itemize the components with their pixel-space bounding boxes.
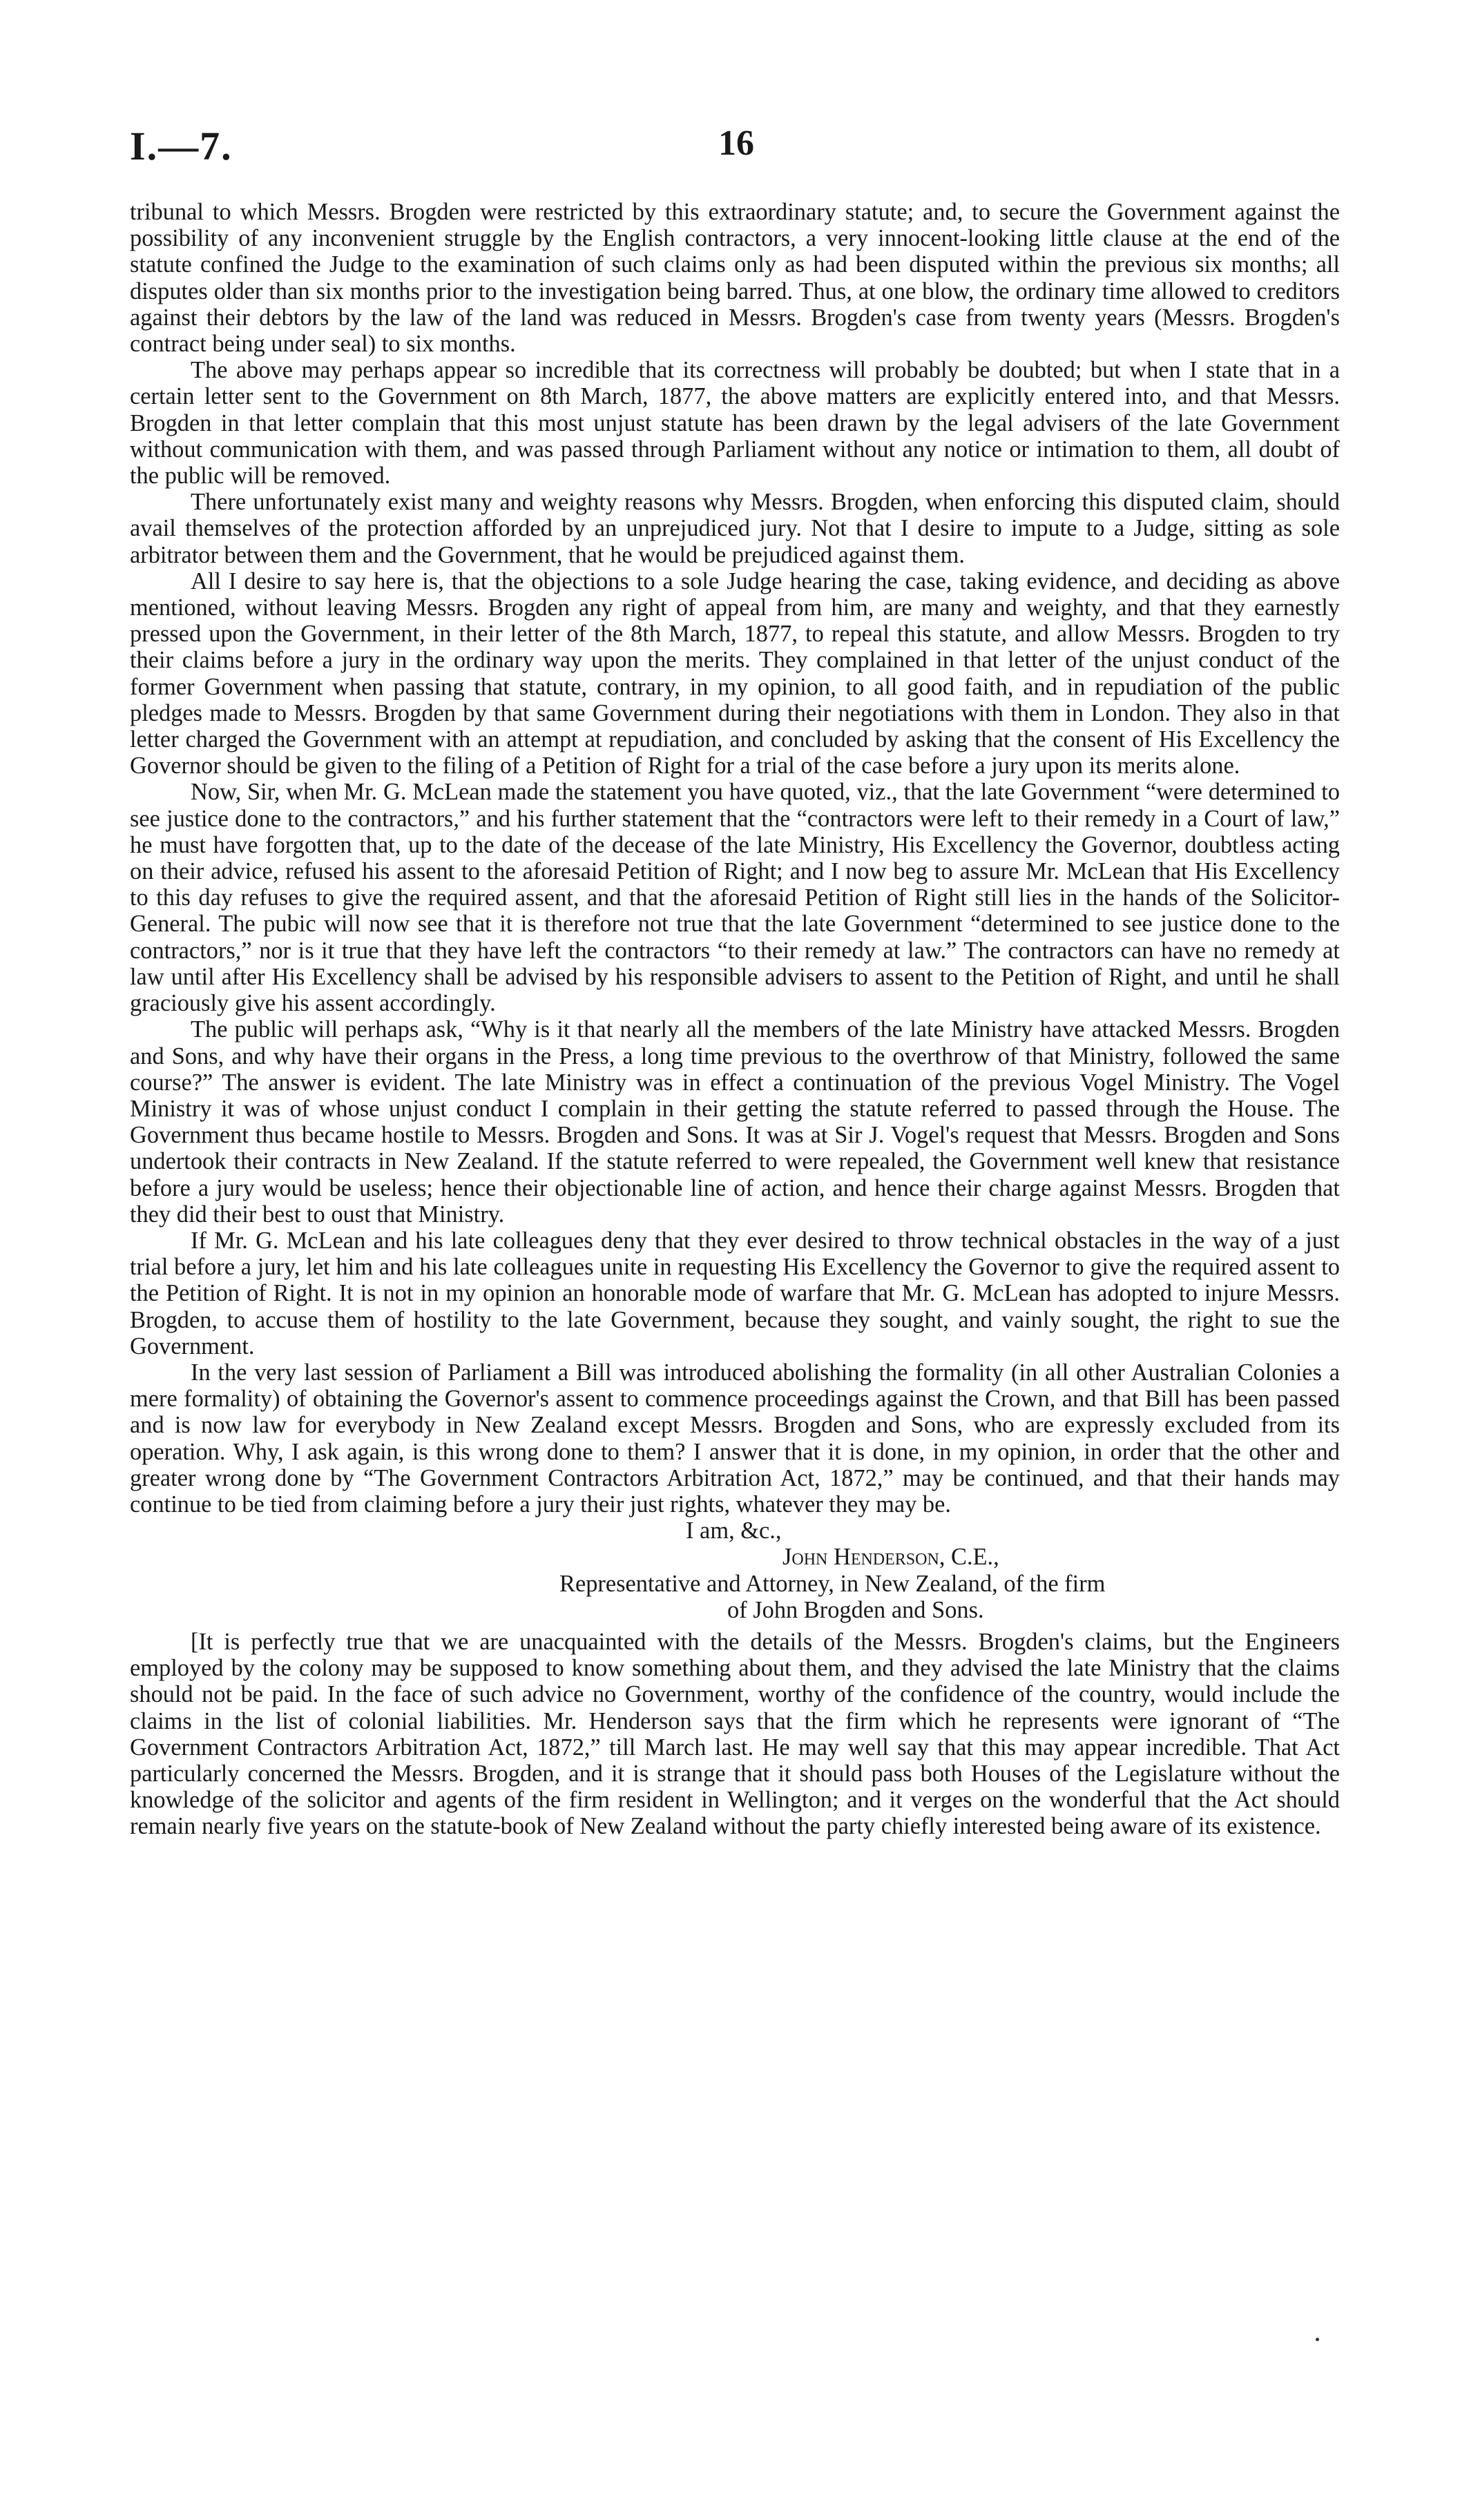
print-speck xyxy=(1316,2338,1319,2341)
letter-closing: I am, &c., xyxy=(686,1518,782,1544)
paragraph-2: The above may perhaps appear so incredible that its correctness will probably be doubted; but when I state that in a certain letter sent to the Government on 8th March, 1877, the above matters are explicitly entered into, and that Messrs. Brogden in that letter complain that this most unjust statute has been drawn by the legal advisers of the late Government without communication with them, and was passed through Parliament without any notice or intimation to them, all doubt of the public will be removed. xyxy=(130,357,1340,490)
page-number: 16 xyxy=(718,124,754,163)
paragraph-3: There unfortunately exist many and weighty reasons why Messrs. Brogden, when enforcing this disputed claim, should avail themselves of the protection afforded by an unprejudiced jury. Not that I desire to impute to a Judge, sitting as sole arbitrator between them and the Government, that he would be prejudiced against them. xyxy=(130,489,1340,568)
signer-name: John Henderson, C.E., xyxy=(782,1544,999,1571)
page-reference: I.—7. xyxy=(130,124,233,168)
paragraph-5: Now, Sir, when Mr. G. McLean made the statement you have quoted, viz., that the late Government “were determined to see justice done to the contractors,” and his further statement that the “contractors were left to their remedy in a Court of law,” he must have forgotten that, up to the date of the decease of the late Ministry, His Excellency the Governor, doubtless acting on their advice, refused his assent to the aforesaid Petition of Right; and I now beg to assure Mr. McLean that His Excellency to this day refuses to give the required assent, and that the aforesaid Petition of Right still lies in the hands of the Solicitor-General. The pubic will now see that it is therefore not true that the late Government “determined to see justice done to the contractors,” nor is it true that they have left the contractors “to their remedy at law.” The contractors can have no remedy at law until after His Excellency shall be advised by his responsible advisers to assent to the Petition of Right, and until he shall graciously give his assent accordingly. xyxy=(130,779,1340,1017)
signer-role-line-1: Representative and Attorney, in New Zealand, of the firm xyxy=(559,1570,1106,1597)
paragraph-4: All I desire to say here is, that the objections to a sole Judge hearing the case, taking evidence, and deciding as above mentioned, without leaving Messrs. Brogden any right of appeal from him, are many and weighty, and that they earnestly pressed upon the Government, in their letter of the 8th March, 1877, to repeal this statute, and allow Messrs. Brogden to try their claims before a jury in the ordinary way upon the merits. They complained in that letter of the unjust conduct of the former Government when passing that statute, contrary, in my opinion, to all good faith, and in repudiation of the public pledges made to Messrs. Brogden by that same Government during their negotiations with them in London. They also in that letter charged the Government with an attempt at repudiation, and concluded by asking that the consent of His Excellency the Governor should be given to the filing of a Petition of Right for a trial of the case before a jury upon its merits alone. xyxy=(130,568,1340,779)
page-header xyxy=(0,123,1460,171)
paragraph-6: The public will perhaps ask, “Why is it that nearly all the members of the late Ministry have attacked Messrs. Brogden and Sons, and why have their organs in the Press, a long time previous to the overthrow of that Ministry, followed the same course?” The answer is evident. The late Ministry was in effect a continuation of the previous Vogel Ministry. The Vogel Ministry it was of whose unjust conduct I complain in their getting the statute referred to passed through the House. The Government thus became hostile to Messrs. Brogden and Sons. It was at Sir J. Vogel's request that Messrs. Brogden and Sons undertook their contracts in New Zealand. If the statute referred to were repealed, the Government well knew that resistance before a jury would be useless; hence their objectionable line of action, and hence their charge against Messrs. Brogden that they did their best to oust that Ministry. xyxy=(130,1016,1340,1228)
signer-role-line-2: of John Brogden and Sons. xyxy=(727,1596,984,1623)
editorial-note: [It is perfectly true that we are unacquainted with the details of the Messrs. Brogden's claims, but the Engineers employed by the colony may be supposed to know something about them, and they advised the late Ministry that the claims should not be paid. In the face of such advice no Government, worthy of the confidence of the country, would include the claims in the list of colonial liabilities. Mr. Henderson says that the firm which he represents were ignorant of “The Government Contractors Arbitration Act, 1872,” till March last. He may well say that this may appear incredible. That Act particularly concerned the Messrs. Brogden, and it is strange that it should pass both Houses of the Legislature without the knowledge of the solicitor and agents of the firm resident in Wellington; and it verges on the wonderful that the Act should remain nearly five years on the statute-book of New Zealand without the party chiefly interested being aware of its existence. xyxy=(130,1628,1340,1840)
document-body xyxy=(130,199,1340,1840)
paragraph-8: In the very last session of Parliament a Bill was introduced abolishing the formality (in all other Australian Colonies a mere formality) of obtaining the Governor's assent to commence proceedings against the Crown, and that Bill has been passed and is now law for everybody in New Zealand except Messrs. Brogden and Sons, who are expressly excluded from its operation. Why, I ask again, is this wrong done to them? I answer that it is done, in my opinion, in order that the other and greater wrong done by “The Government Contractors Arbitration Act, 1872,” may be continued, and that their hands may continue to be tied from claiming before a jury their just rights, whatever they may be. xyxy=(130,1359,1340,1518)
paragraph-7: If Mr. G. McLean and his late colleagues deny that they ever desired to throw technical obstacles in the way of a just trial before a jury, let him and his late colleagues unite in requesting His Excellency the Governor to give the required assent to the Petition of Right. It is not in my opinion an honorable mode of warfare that Mr. G. McLean has adopted to injure Messrs. Brogden, to accuse them of hostility to the late Government, because they sought, and vainly sought, the right to sue the Government. xyxy=(130,1227,1340,1359)
paragraph-1: tribunal to which Messrs. Brogden were restricted by this extraordinary statute; and, to secure the Government against the possibility of any inconvenient struggle by the English contractors, a very innocent-looking little clause at the end of the statute confined the Judge to the examination of such claims only as had been disputed within the previous six months; all disputes older than six months prior to the investigation being barred. Thus, at one blow, the ordinary time allowed to creditors against their debtors by the law of the land was reduced in Messrs. Brogden's case from twenty years (Messrs. Brogden's contract being under seal) to six months. xyxy=(130,199,1340,358)
